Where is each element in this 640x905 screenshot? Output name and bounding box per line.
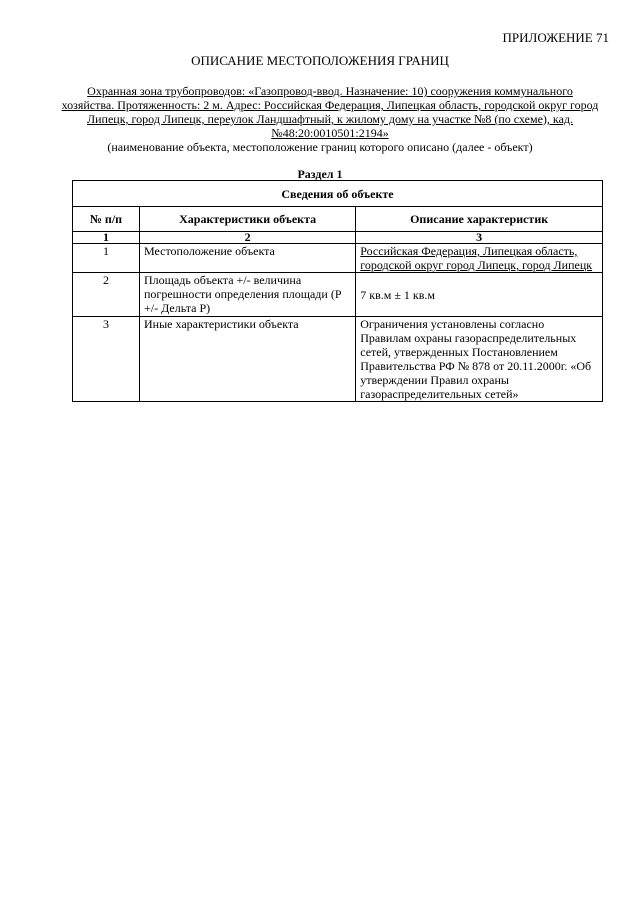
column-header-num: № п/п (73, 207, 140, 232)
object-name-caption: (наименование объекта, местоположение границ которого описано (далее - объект) (107, 140, 533, 154)
row-number: 3 (73, 317, 140, 402)
column-header-description: Описание характеристик (356, 207, 603, 232)
row-number: 2 (73, 273, 140, 317)
row-characteristic: Площадь объекта +/- величина погрешности определения площади (Р +/- Дельта Р) (140, 273, 356, 317)
appendix-label: ПРИЛОЖЕНИЕ 71 (502, 30, 609, 45)
column-number: 2 (140, 232, 356, 244)
column-header-characteristic: Характеристики объекта (140, 207, 356, 232)
row-characteristic: Местоположение объекта (140, 244, 356, 273)
column-number: 3 (356, 232, 603, 244)
table-row (73, 244, 603, 273)
table-row (73, 317, 603, 402)
column-number-row (73, 232, 603, 244)
table-title: Сведения об объекте (73, 181, 603, 207)
column-header-row (73, 207, 603, 232)
column-number: 1 (73, 232, 140, 244)
row-description: Ограничения установлены согласно Правилам охраны газораспределительных сетей, утвержденных Постановлением Правительства РФ № 878 от 20.11.2000г. «Об утверждении Правил охраны газораспределительных сетей» (356, 317, 603, 402)
row-description: 7 кв.м ± 1 кв.м (356, 273, 603, 317)
object-name: Охранная зона трубопроводов: «Газопровод-ввод. Назначение: 10) сооружения коммунального хозяйства. Протяженность: 2 м. Адрес: Российская Федерация, Липецкая область, городской округ город Липецк, город Липецк, переулок Ландшафтный, к жилому дому на участке №8 (по схеме), кад. №48:20:0010501:2194» (61, 84, 599, 140)
row-characteristic: Иные характеристики объекта (140, 317, 356, 402)
section-title: Раздел 1 (297, 167, 343, 181)
table-title-row (73, 181, 603, 207)
row-description: Российская Федерация, Липецкая область, городской округ город Липецк, город Липецк (356, 244, 603, 273)
object-info-table (72, 180, 603, 402)
table-row (73, 273, 603, 317)
row-number: 1 (73, 244, 140, 273)
document-title: ОПИСАНИЕ МЕСТОПОЛОЖЕНИЯ ГРАНИЦ (191, 53, 449, 68)
